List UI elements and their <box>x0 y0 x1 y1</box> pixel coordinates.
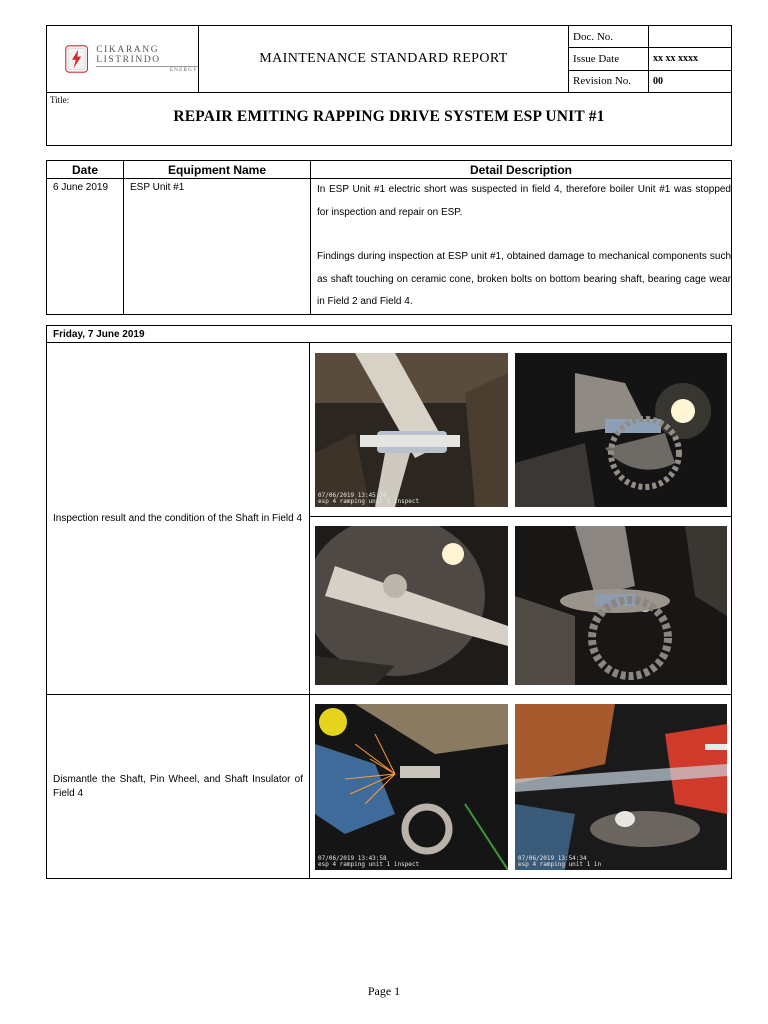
meta-value-revision: 00 <box>649 70 732 92</box>
photo-dismantle-work <box>515 704 727 870</box>
activity-label: Dismantle the Shaft, Pin Wheel, and Shaft Insulator of Field 4 <box>47 695 310 879</box>
page-number: Page 1 <box>367 984 401 998</box>
description-paragraph: In ESP Unit #1 electric short was suspected in field 4, therefore boiler Unit #1 was stopped for inspection and repair on ESP. <box>317 184 731 218</box>
activity-day: Friday, 7 June 2019 <box>47 326 732 343</box>
photo-timestamp: 07/06/2019 13:43:58 esp 4 ramping unit 1 inspect <box>318 854 420 868</box>
photo-pin-wheel <box>515 353 727 507</box>
meta-label-revision: Revision No. <box>569 70 649 92</box>
activity-table <box>46 325 732 879</box>
logo-cell <box>47 26 199 93</box>
meta-value-doc-no <box>649 26 732 48</box>
meta-value-issue-date: xx xx xxxx <box>649 48 732 70</box>
title-label: Title: <box>50 95 70 105</box>
logo-name: CIKARANG LISTRINDO <box>96 45 161 65</box>
photo-shaft-cone <box>315 353 508 507</box>
photo-row <box>310 695 732 879</box>
photo-shaft-insulator <box>315 526 508 685</box>
detail-date: 6 June 2019 <box>47 179 124 315</box>
report-header <box>46 25 732 146</box>
main-title: REPAIR EMITING RAPPING DRIVE SYSTEM ESP UNIT #1 <box>173 108 605 125</box>
photo-row <box>310 517 732 695</box>
detail-description <box>311 179 732 315</box>
title-cell <box>47 93 732 146</box>
header-equipment: Equipment Name <box>124 161 311 179</box>
meta-label-issue-date: Issue Date <box>569 48 649 70</box>
header-description: Detail Description <box>311 161 732 179</box>
detail-table <box>46 160 732 315</box>
description-paragraph: Findings during inspection at ESP unit #1, obtained damage to mechanical components such as shaft touching on ceramic cone, broken bolts on bottom bearing shaft, bearing cage wear in Field 2 and Field 4. <box>317 251 731 307</box>
company-logo-icon <box>65 41 88 77</box>
photo-timestamp: 07/06/2019 13:45:24 esp 4 ramping unit 1 inspect <box>318 491 420 505</box>
meta-label-doc-no: Doc. No. <box>569 26 649 48</box>
header-date: Date <box>47 161 124 179</box>
report-title: MAINTENANCE STANDARD REPORT <box>199 26 569 93</box>
logo-sub: ENERGY <box>169 68 198 73</box>
photo-row <box>310 343 732 517</box>
photo-grinding-work <box>315 704 508 870</box>
photo-timestamp: 07/06/2019 13:54:34 esp 4 ramping unit 1 in <box>518 854 602 868</box>
detail-equipment: ESP Unit #1 <box>124 179 311 315</box>
activity-label: Inspection result and the condition of the Shaft in Field 4 <box>47 343 310 695</box>
photo-gear-assembly <box>515 526 727 685</box>
